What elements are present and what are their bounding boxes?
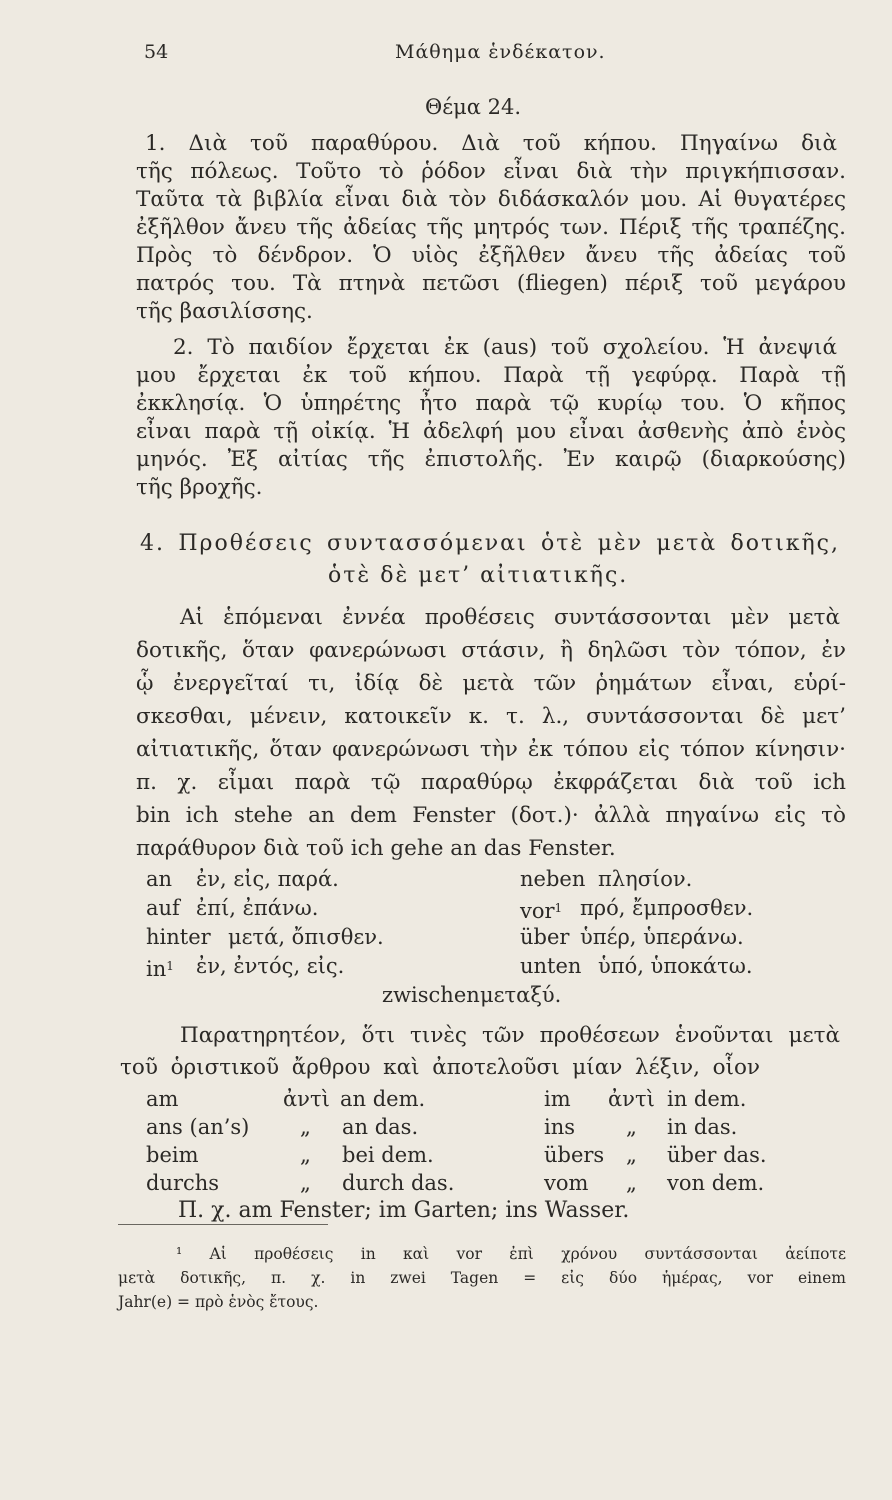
exercise-2-line: τῆς βροχῆς.	[136, 475, 263, 500]
prep-center-gr: μεταξύ.	[480, 983, 562, 1007]
contraction-mark: „	[300, 1115, 311, 1139]
contraction-full: über das.	[667, 1143, 767, 1167]
contraction-full: bei dem.	[342, 1143, 434, 1167]
exercise-2-line: μηνός. Ἐξ αἰτίας τῆς ἐπιστολῆς. Ἐν καιρῷ (διαρκούσης)	[136, 447, 846, 472]
contraction-mark: „	[300, 1143, 311, 1167]
exercise-1-line: 1. Διὰ τοῦ παραθύρου. Διὰ τοῦ κήπου. Πηγαίνω διὰ	[145, 131, 837, 156]
prep-right-gr: ὑπέρ, ὑπεράνω.	[580, 925, 744, 949]
exercise-1-line: τῆς βασιλίσσης.	[136, 299, 313, 324]
theme-title: Θέμα 24.	[425, 95, 521, 119]
exercise-1-line: πατρός του. Τὰ πτηνὰ πετῶσι (fliegen) πέριξ τοῦ μεγάρου	[136, 271, 846, 296]
contraction-full: in dem.	[667, 1087, 747, 1111]
contraction-form: beim	[146, 1143, 199, 1167]
paragraph-line: bin ich stehe an dem Fenster (δοτ.)· ἀλλὰ πηγαίνω εἰς τὸ	[136, 803, 846, 828]
exercise-1-line: τῆς πόλεως. Τοῦτο τὸ ῥόδον εἶναι διὰ τὴν πριγκήπισσαν.	[136, 159, 846, 184]
footnote-line: μετὰ δοτικῆς, π. χ. in zwei Tagen = εἰς δύο ἡμέρας, vor einem	[118, 1269, 846, 1287]
paragraph-line: ᾧ ἐνεργεῖταί τι, ἰδίᾳ δὲ μετὰ τῶν ῥημάτων εἶναι, εὑρί-	[136, 671, 846, 696]
prep-left-de: $in^1$	[146, 957, 174, 981]
contraction-full: an dem.	[340, 1087, 426, 1111]
contraction-mark: „	[626, 1171, 637, 1195]
example-line: Π. χ. am Fenster; im Garten; ins Wasser.	[178, 1198, 630, 1223]
section-heading-cont: ὁτὲ δὲ μετ’ αἰτιατικῆς.	[328, 563, 629, 588]
section-heading: 4. Προθέσεις συντασσόμεναι ὁτὲ μὲν μετὰ δοτικῆς,	[140, 531, 840, 556]
prep-left-gr: μετά, ὄπισθεν.	[228, 925, 384, 949]
prep-left-de: auf	[146, 896, 180, 920]
contraction-mark: ἀντὶ	[283, 1087, 330, 1111]
footnote-line: ¹ Αἱ προθέσεις in καὶ vor ἐπὶ χρόνου συντάσσονται ἀείποτε	[176, 1245, 846, 1263]
footnote-rule	[118, 1224, 328, 1225]
prep-right-gr: ὑπό, ὑποκάτω.	[598, 954, 753, 978]
paragraph-line: δοτικῆς, ὅταν φανερώνωσι στάσιν, ἢ δηλῶσι τὸν τόπον, ἐν	[136, 638, 846, 663]
exercise-2-line: ἐκκλησίᾳ. Ὁ ὑπηρέτης ἦτο παρὰ τῷ κυρίῳ του. Ὁ κῆπος	[136, 391, 846, 416]
footnote-line: Jahr(e) = πρὸ ἑνὸς ἔτους.	[118, 1293, 319, 1311]
contraction-full: von dem.	[667, 1171, 765, 1195]
exercise-2-line: 2. Τὸ παιδίον ἔρχεται ἐκ (aus) τοῦ σχολείου. Ἡ ἀνεψιά	[173, 335, 837, 360]
page-number: 54	[144, 41, 169, 63]
running-title: Μάθημα ἑνδέκατον.	[395, 41, 606, 63]
contraction-form: ans (an’s)	[146, 1115, 250, 1139]
paragraph-2-line: τοῦ ὁριστικοῦ ἄρθρου καὶ ἀποτελοῦσι μίαν λέξιν, οἷον	[120, 1055, 760, 1080]
prep-right-de: über	[520, 925, 570, 949]
prep-right-de: neben	[520, 867, 586, 891]
contraction-form: im	[544, 1087, 571, 1111]
prep-right-de: vor$^1$	[520, 899, 563, 923]
prep-right-gr: πρό, ἔμπροσθεν.	[580, 896, 754, 920]
prep-center-de: zwischen	[382, 983, 480, 1007]
prep-left-gr: ἐν, εἰς, παρά.	[196, 867, 339, 891]
contraction-mark: „	[300, 1171, 311, 1195]
contraction-full: in das.	[667, 1115, 738, 1139]
contraction-form: übers	[544, 1143, 605, 1167]
prep-right-de: unten	[520, 954, 582, 978]
contraction-form: ins	[544, 1115, 576, 1139]
contraction-full: an das.	[342, 1115, 419, 1139]
exercise-1-line: ἐξῆλθον ἄνευ τῆς ἀδείας τῆς μητρός των. Πέριξ τῆς τραπέζης.	[136, 215, 846, 240]
contraction-mark: ἀντὶ	[608, 1087, 655, 1111]
paragraph-line: σκεσθαι, μένειν, κατοικεῖν κ. τ. λ., συντάσσονται δὲ μετ’	[136, 704, 846, 729]
prep-left-de: an	[146, 867, 173, 891]
exercise-2-line: μου ἔρχεται ἐκ τοῦ κήπου. Παρὰ τῇ γεφύρᾳ. Παρὰ τῇ	[136, 363, 846, 388]
contraction-form: vom	[544, 1171, 589, 1195]
paragraph-line: παράθυρον διὰ τοῦ ich gehe an das Fenster.	[136, 836, 616, 861]
paragraph-line: Αἱ ἑπόμεναι ἐννέα προθέσεις συντάσσονται μὲν μετὰ	[180, 605, 840, 630]
paragraph-line: αἰτιατικῆς, ὅταν φανερώνωσι τὴν ἐκ τόπου εἰς τόπον κίνησιν·	[136, 737, 846, 762]
prep-left-de: hinter	[146, 925, 211, 949]
contraction-form: durchs	[146, 1171, 220, 1195]
contraction-full: durch das.	[342, 1171, 455, 1195]
paragraph-2-line: Παρατηρητέον, ὅτι τινὲς τῶν προθέσεων ἑνοῦνται μετὰ	[180, 1023, 840, 1048]
prep-right-gr: πλησίον.	[598, 867, 693, 891]
contraction-form: am	[146, 1087, 179, 1111]
exercise-2-line: εἶναι παρὰ τῇ οἰκίᾳ. Ἡ ἀδελφή μου εἶναι ἀσθενὴς ἀπὸ ἑνὸς	[136, 419, 846, 444]
prep-left-gr: ἐν, ἐντός, εἰς.	[196, 954, 345, 978]
prep-left-gr: ἐπί, ἐπάνω.	[196, 896, 319, 920]
exercise-1-line: Πρὸς τὸ δένδρον. Ὁ υἱὸς ἐξῆλθεν ἄνευ τῆς ἀδείας τοῦ	[136, 243, 846, 268]
contraction-mark: „	[626, 1115, 637, 1139]
contraction-mark: „	[626, 1143, 637, 1167]
paragraph-line: π. χ. εἶμαι παρὰ τῷ παραθύρῳ ἐκφράζεται διὰ τοῦ ich	[136, 770, 846, 795]
exercise-1-line: Ταῦτα τὰ βιβλία εἶναι διὰ τὸν διδάσκαλόν μου. Αἱ θυγατέρες	[136, 187, 846, 212]
